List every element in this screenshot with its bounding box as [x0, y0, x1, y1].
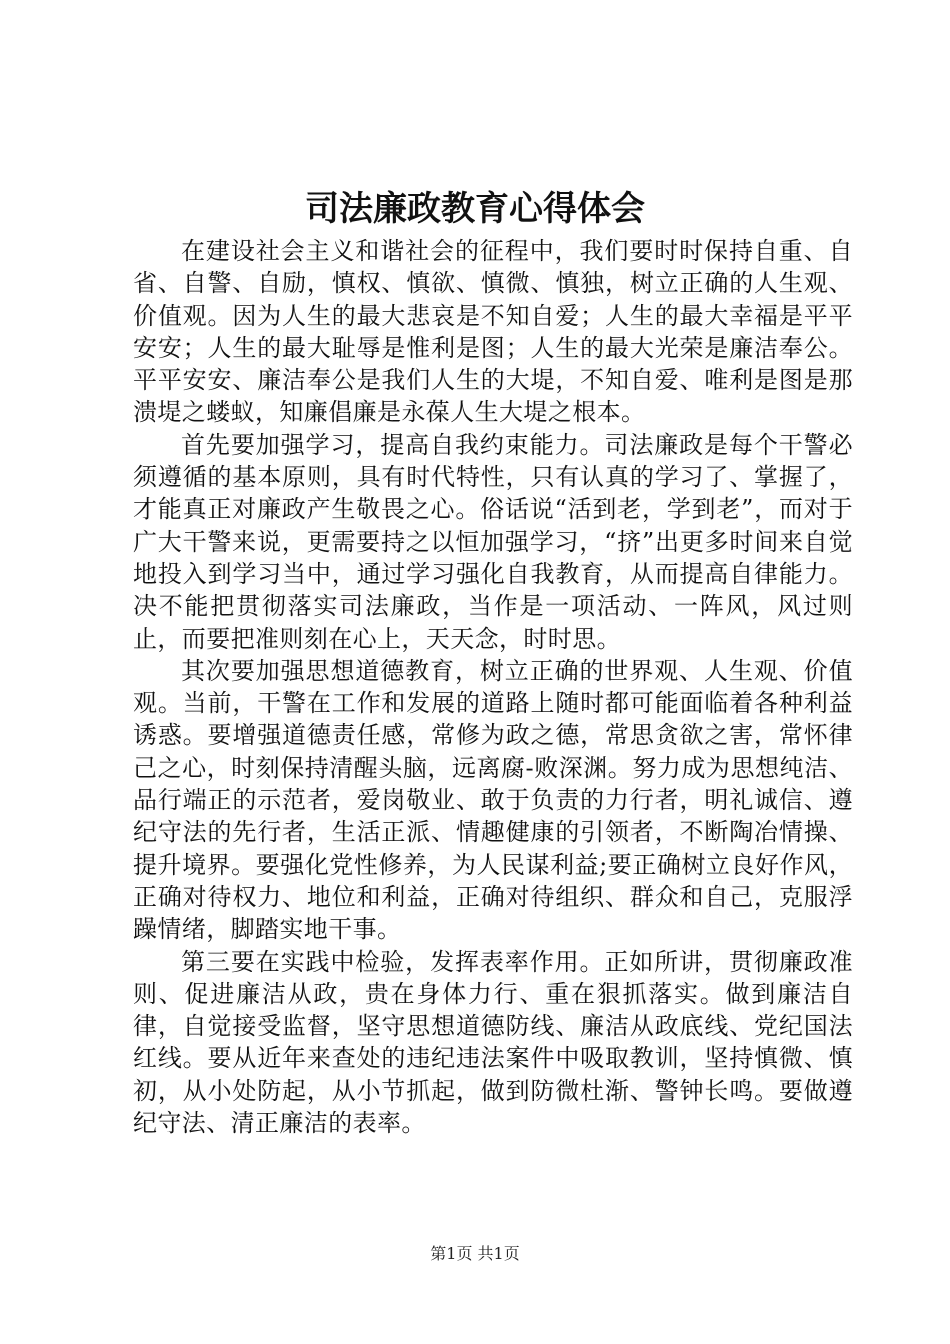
paragraph: 首先要加强学习，提高自我约束能力。司法廉政是每个干警必须遵循的基本原则，具有时代特性，只有认真的学习了、掌握了，才能真正对廉政产生敬畏之心。俗话说“活到老，学到老”，而对于广大干警来说，更需要持之以恒加强学习，“挤”出更多时间来自觉地投入到学习当中，通过学习强化自我教育，从而提高自律能力。决不能把贯彻落实司法廉政，当作是一项活动、一阵风，风过则止，而要把准则刻在心上，天天念，时时思。 [133, 430, 853, 653]
paragraph: 其次要加强思想道德教育，树立正确的世界观、人生观、价值观。当前，干警在工作和发展的道路上随时都可能面临着各种利益诱惑。要增强道德责任感，常修为政之德，常思贪欲之害，常怀律己之心，时刻保持清醒头脑，远离腐-败深渊。努力成为思想纯洁、品行端正的示范者，爱岗敬业、敢于负责的力行者，明礼诚信、遵纪守法的先行者，生活正派、情趣健康的引领者，不断陶冶情操、提升境界。要强化党性修养，为人民谋利益;要正确树立良好作风，正确对待权力、地位和利益，正确对待组织、群众和自己，克服浮躁情绪，脚踏实地干事。 [133, 656, 853, 944]
paragraph: 第三要在实践中检验，发挥表率作用。正如所讲，贯彻廉政准则、促进廉洁从政，贵在身体力行、重在狠抓落实。做到廉洁自律，自觉接受监督，坚守思想道德防线、廉洁从政底线、党纪国法红线。要从近年来查处的违纪违法案件中吸取教训，坚持慎微、慎初，从小处防起，从小节抓起，做到防微杜渐、警钟长鸣。要做遵纪守法、清正廉洁的表率。 [133, 947, 853, 1138]
paragraph: 在建设社会主义和谐社会的征程中，我们要时时保持自重、自省、自警、自励，慎权、慎欲、慎微、慎独，树立正确的人生观、价值观。因为人生的最大悲哀是不知自爱；人生的最大幸福是平平安安；人生的最大耻辱是惟利是图；人生的最大光荣是廉洁奉公。平平安安、廉洁奉公是我们人生的大堤，不知自爱、唯利是图是那溃堤之蝼蚁，知廉倡廉是永葆人生大堤之根本。 [133, 237, 853, 427]
document-title: 司法廉政教育心得体会 [305, 189, 645, 229]
document-body [133, 235, 853, 1139]
page-footer: 第1页 共1页 [430, 1244, 520, 1263]
